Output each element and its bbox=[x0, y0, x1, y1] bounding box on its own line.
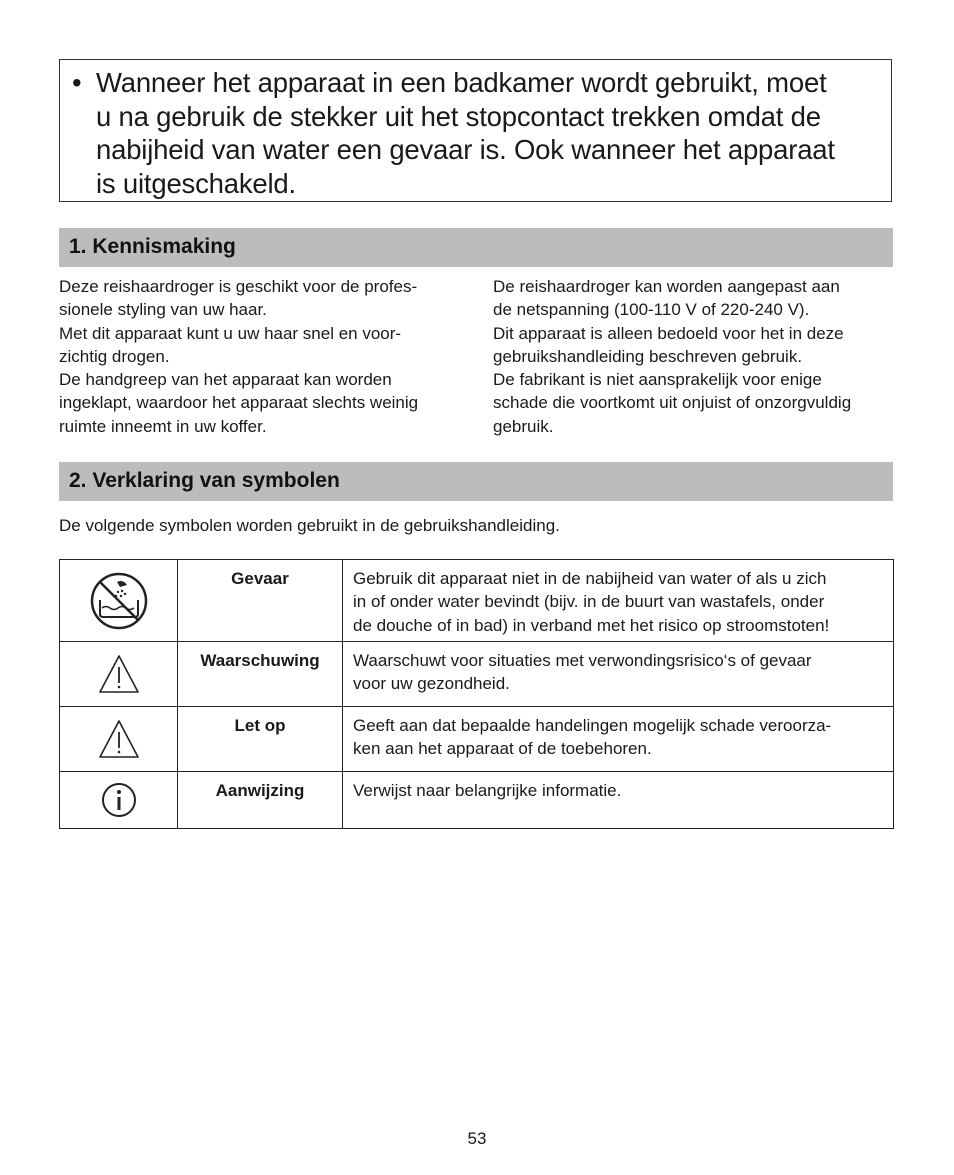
description-line: ken aan het apparaat of de toebehoren. bbox=[353, 739, 652, 759]
bullet: • bbox=[72, 67, 82, 98]
paragraph-line: zichtig drogen. bbox=[59, 346, 170, 366]
warning-line: u na gebruik de stekker uit het stopcontact trekken omdat de bbox=[96, 100, 821, 132]
table-row bbox=[60, 642, 894, 707]
section-title: 2. Verklaring van symbolen bbox=[69, 469, 340, 492]
icon-cell bbox=[60, 560, 178, 642]
symbol-description bbox=[343, 560, 894, 642]
section-heading-kennismaking bbox=[59, 228, 893, 267]
description-line: de douche of in bad) in verband met het risico op stroomstoten! bbox=[353, 615, 830, 635]
warning-text bbox=[72, 66, 882, 200]
paragraph-line: De reishaardroger kan worden aangepast aan bbox=[493, 277, 840, 296]
paragraph-line: Deze reishaardroger is geschikt voor de profes- bbox=[59, 277, 418, 296]
warning-line: Wanneer het apparaat in een badkamer wordt gebruikt, moet bbox=[96, 67, 827, 98]
paragraph-line: ruimte inneemt in uw koffer. bbox=[59, 416, 267, 436]
description-line: voor uw gezondheid. bbox=[353, 674, 510, 694]
table-row bbox=[60, 560, 894, 642]
paragraph-line: gebruikshandleiding beschreven gebruik. bbox=[493, 346, 803, 366]
symbol-name: Gevaar bbox=[178, 560, 343, 642]
symbol-description bbox=[343, 707, 894, 772]
paragraph-line: De handgreep van het apparaat kan worden bbox=[59, 370, 392, 390]
info-circle-icon bbox=[60, 781, 177, 819]
icon-cell bbox=[60, 707, 178, 772]
warning-triangle-icon bbox=[60, 718, 177, 760]
no-water-icon bbox=[60, 570, 177, 632]
paragraph-line: sionele styling van uw haar. bbox=[59, 300, 267, 320]
table-row bbox=[60, 772, 894, 829]
symbol-name: Waarschuwing bbox=[178, 642, 343, 707]
icon-cell bbox=[60, 772, 178, 829]
paragraph-line: de netspanning (100-110 V of 220-240 V). bbox=[493, 300, 810, 320]
page-number: 53 bbox=[467, 1129, 487, 1148]
section-title: 1. Kennismaking bbox=[69, 235, 236, 258]
warning-line: nabijheid van water een gevaar is. Ook wanneer het apparaat bbox=[96, 134, 835, 165]
description-line: Verwijst naar belangrijke informatie. bbox=[353, 781, 622, 800]
table-row bbox=[60, 707, 894, 772]
description-line: Waarschuwt voor situaties met verwondingsrisico‘s of gevaar bbox=[353, 651, 812, 670]
warning-box bbox=[59, 59, 892, 202]
symbols-intro: De volgende symbolen worden gebruikt in de gebruikshandleiding. bbox=[59, 516, 560, 535]
warning-triangle-icon bbox=[60, 653, 177, 695]
icon-cell bbox=[60, 642, 178, 707]
warning-line: is uitgeschakeld. bbox=[96, 167, 296, 199]
left-column bbox=[59, 275, 461, 438]
symbols-table bbox=[59, 559, 894, 829]
section-heading-symbolen bbox=[59, 462, 893, 501]
right-column bbox=[493, 275, 895, 438]
symbol-name: Let op bbox=[178, 707, 343, 772]
paragraph-line: Met dit apparaat kunt u uw haar snel en voor- bbox=[59, 323, 402, 343]
paragraph-line: De fabrikant is niet aansprakelijk voor enige bbox=[493, 370, 822, 390]
paragraph-line: gebruik. bbox=[493, 416, 554, 436]
symbol-description bbox=[343, 772, 894, 829]
symbol-description bbox=[343, 642, 894, 707]
description-line: Geeft aan dat bepaalde handelingen mogelijk schade veroorza- bbox=[353, 716, 832, 735]
paragraph-line: Dit apparaat is alleen bedoeld voor het in deze bbox=[493, 323, 844, 343]
paragraph-line: schade die voortkomt uit onjuist of onzorgvuldig bbox=[493, 393, 852, 413]
symbol-name: Aanwijzing bbox=[178, 772, 343, 829]
description-line: in of onder water bevindt (bijv. in de buurt van wastafels, onder bbox=[353, 592, 825, 612]
paragraph-line: ingeklapt, waardoor het apparaat slechts weinig bbox=[59, 393, 419, 413]
description-line: Gebruik dit apparaat niet in de nabijheid van water of als u zich bbox=[353, 569, 827, 588]
